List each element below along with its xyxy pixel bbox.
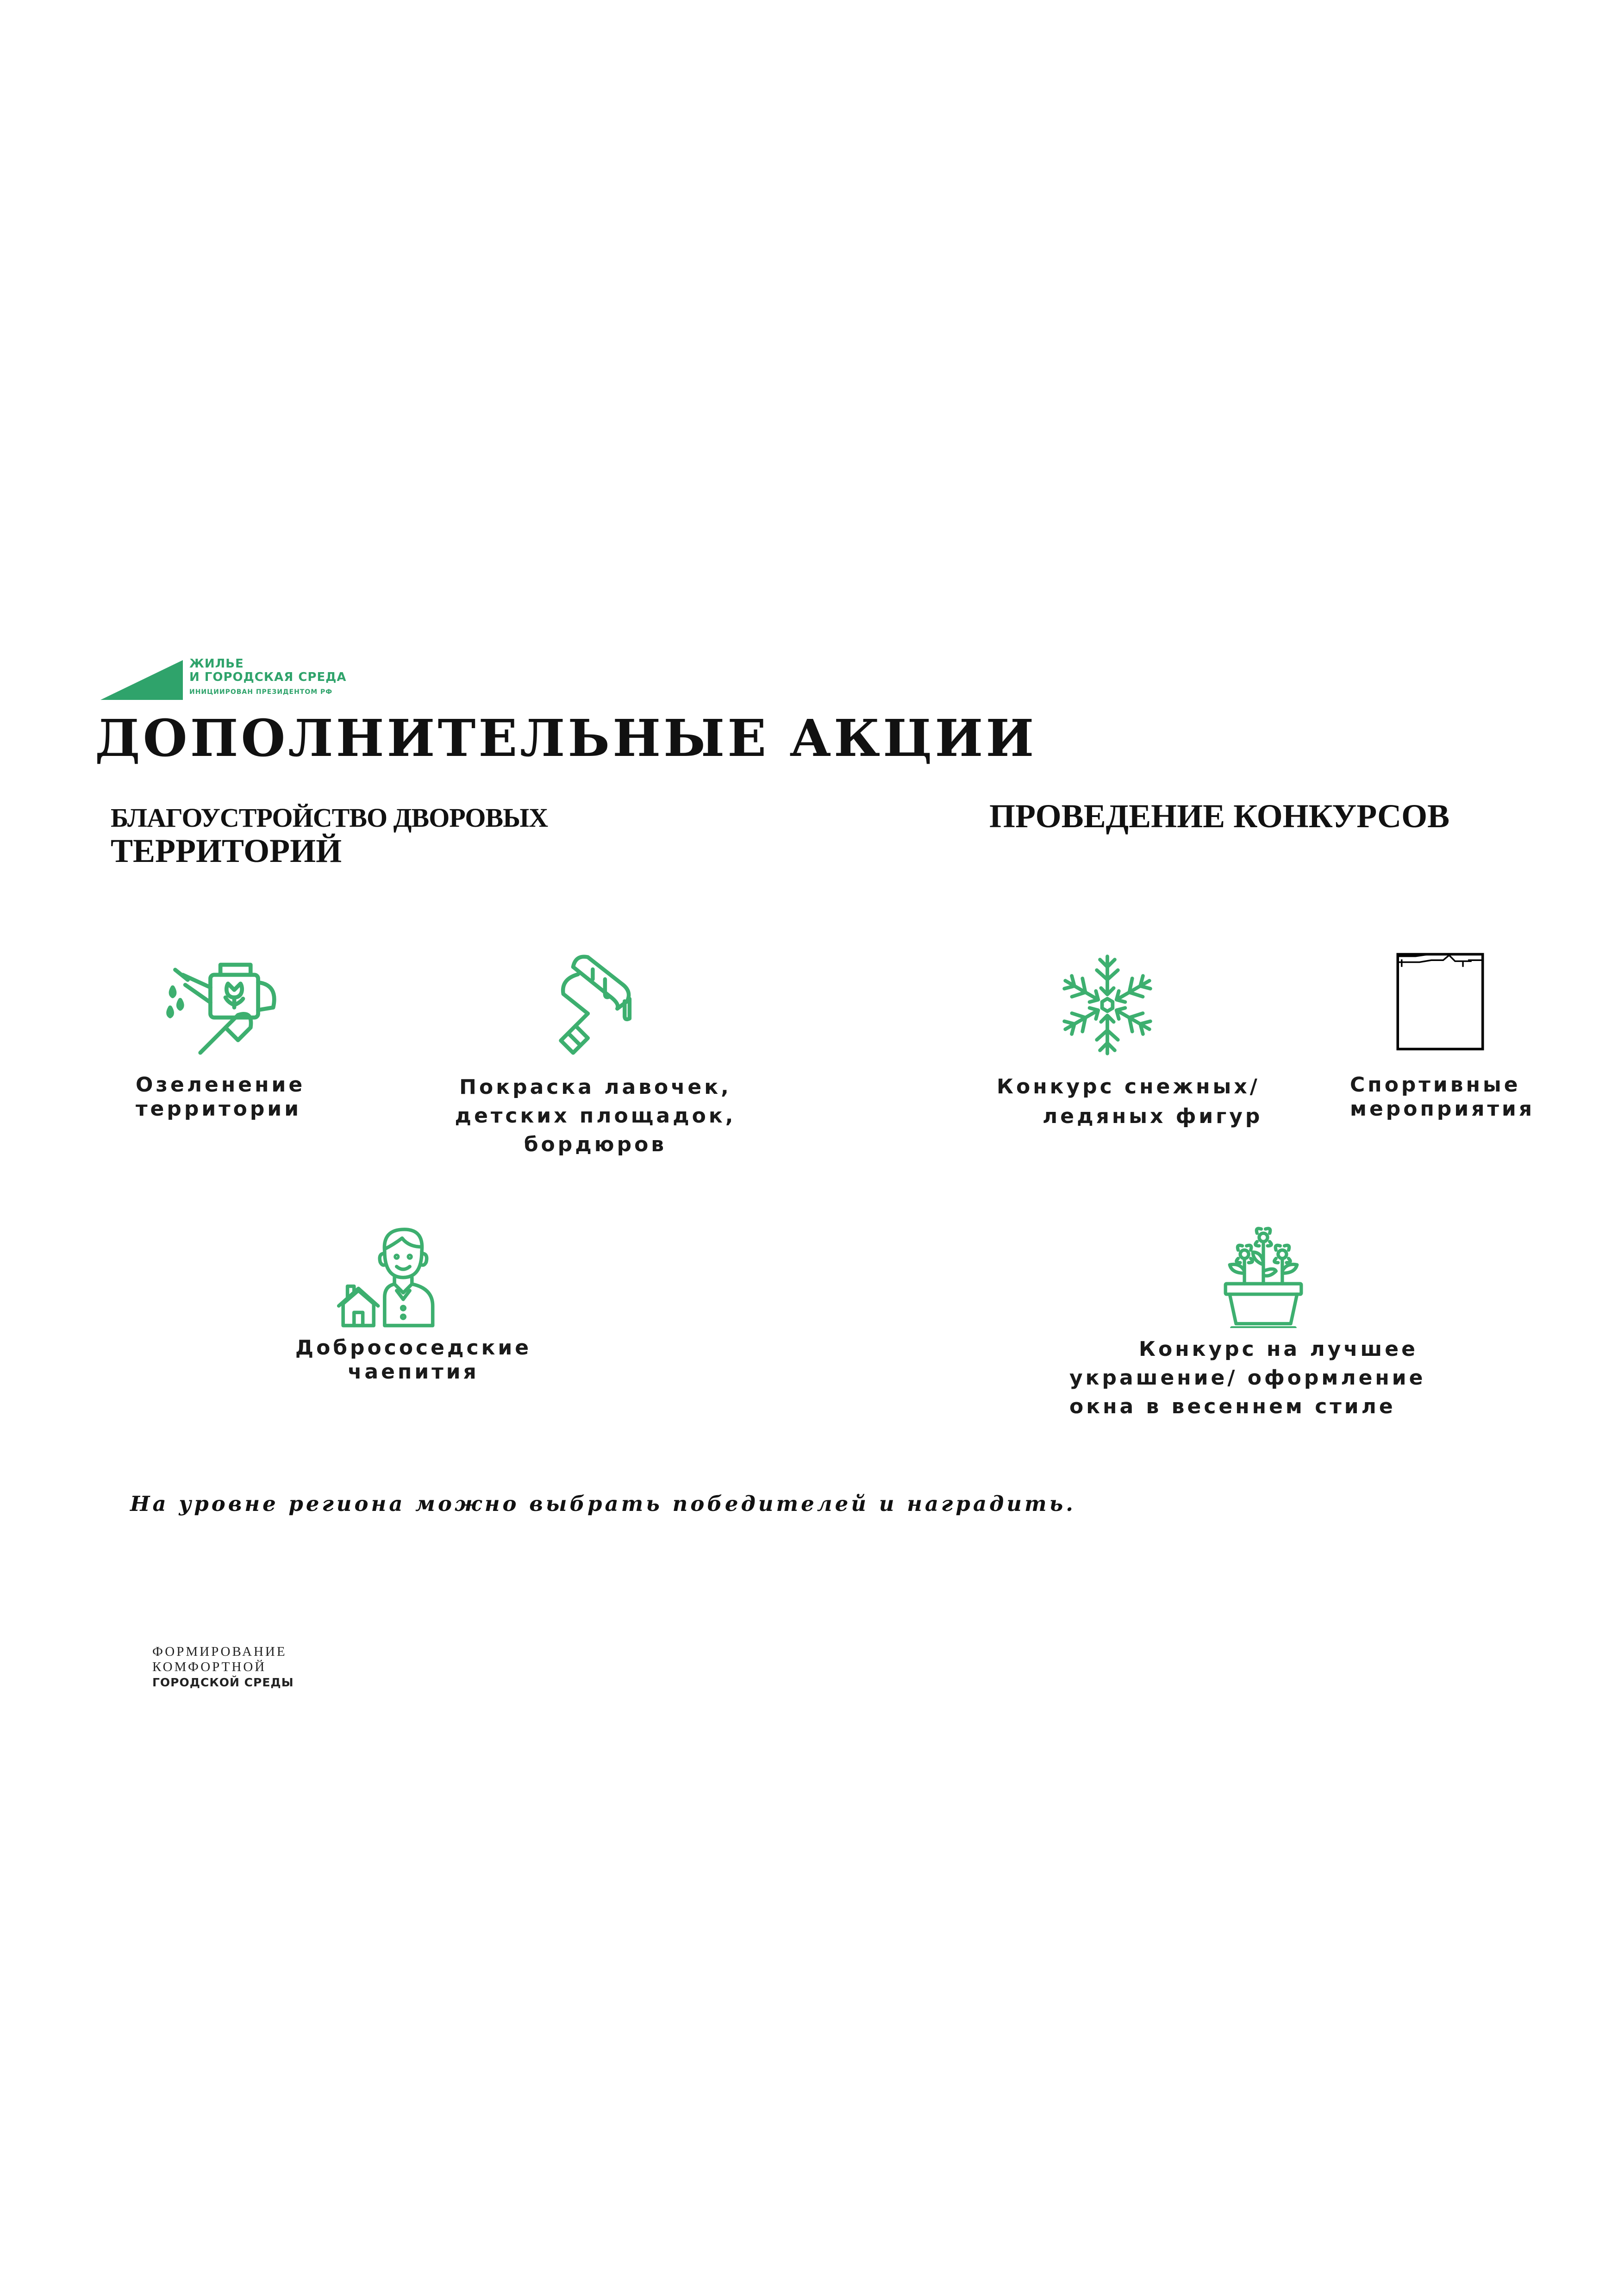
label-line: территории bbox=[136, 1097, 302, 1121]
logo-name-line2: И ГОРОДСКАЯ СРЕДА bbox=[189, 670, 347, 684]
footer-caption bbox=[152, 1644, 294, 1690]
item-label-window-contest bbox=[1069, 1335, 1425, 1421]
logo-name-line1: ЖИЛЬЕ bbox=[189, 657, 244, 671]
label-line: мероприятия bbox=[1350, 1097, 1535, 1121]
item-label-sports bbox=[1350, 1073, 1535, 1121]
logo-tagline: ИНИЦИИРОВАН ПРЕЗИДЕНТОМ РФ bbox=[189, 688, 333, 696]
label-line: Озеленение bbox=[136, 1073, 306, 1097]
label-line: бордюров bbox=[524, 1133, 667, 1156]
label-line: чаепития bbox=[348, 1360, 479, 1384]
neighbor-house-icon bbox=[337, 1223, 446, 1328]
label-line: окна в весеннем стиле bbox=[1069, 1395, 1396, 1418]
footer-line1: ФОРМИРОВАНИЕ bbox=[152, 1644, 287, 1659]
right-section-heading: ПРОВЕДЕНИЕ КОНКУРСОВ bbox=[989, 798, 1450, 835]
label-line: детских площадок, bbox=[455, 1104, 736, 1128]
footer-line3: ГОРОДСКОЙ СРЕДЫ bbox=[152, 1676, 294, 1689]
watering-can-icon bbox=[162, 952, 288, 1058]
label-line: Покраска лавочек, bbox=[459, 1075, 731, 1099]
label-line: украшение/ оформление bbox=[1069, 1366, 1426, 1390]
page-title: ДОПОЛНИТЕЛЬНЫЕ АКЦИИ bbox=[95, 708, 1037, 768]
flower-pot-icon bbox=[1217, 1223, 1310, 1328]
item-label-snow-contest bbox=[997, 1072, 1262, 1131]
paint-roller-icon bbox=[524, 952, 647, 1058]
sports-image-placeholder-icon bbox=[1396, 952, 1485, 1053]
left-section-heading-line2: ТЕРРИТОРИЙ bbox=[111, 832, 342, 869]
label-line: ледяных фигур bbox=[1043, 1104, 1263, 1128]
national-projects-triangle-icon bbox=[100, 659, 184, 701]
item-label-greening bbox=[136, 1073, 305, 1121]
region-note: На уровне региона можно выбрать победителей и наградить. bbox=[130, 1491, 1076, 1516]
label-line: Спортивные bbox=[1350, 1073, 1521, 1097]
footer-line2: КОМФОРТНОЙ bbox=[152, 1660, 267, 1674]
label-line: Конкурс на лучшее bbox=[1139, 1337, 1418, 1361]
item-label-painting bbox=[410, 1073, 781, 1159]
label-line: Конкурс снежных/ bbox=[997, 1075, 1260, 1098]
item-label-tea-parties bbox=[251, 1336, 575, 1384]
project-logo bbox=[100, 657, 360, 704]
label-line: Добрососедские bbox=[295, 1336, 532, 1360]
snowflake-icon bbox=[1053, 952, 1162, 1058]
logo-text bbox=[189, 657, 347, 697]
left-section-heading-line1: БЛАГОУСТРОЙСТВО ДВОРОВЫХ bbox=[111, 803, 548, 833]
